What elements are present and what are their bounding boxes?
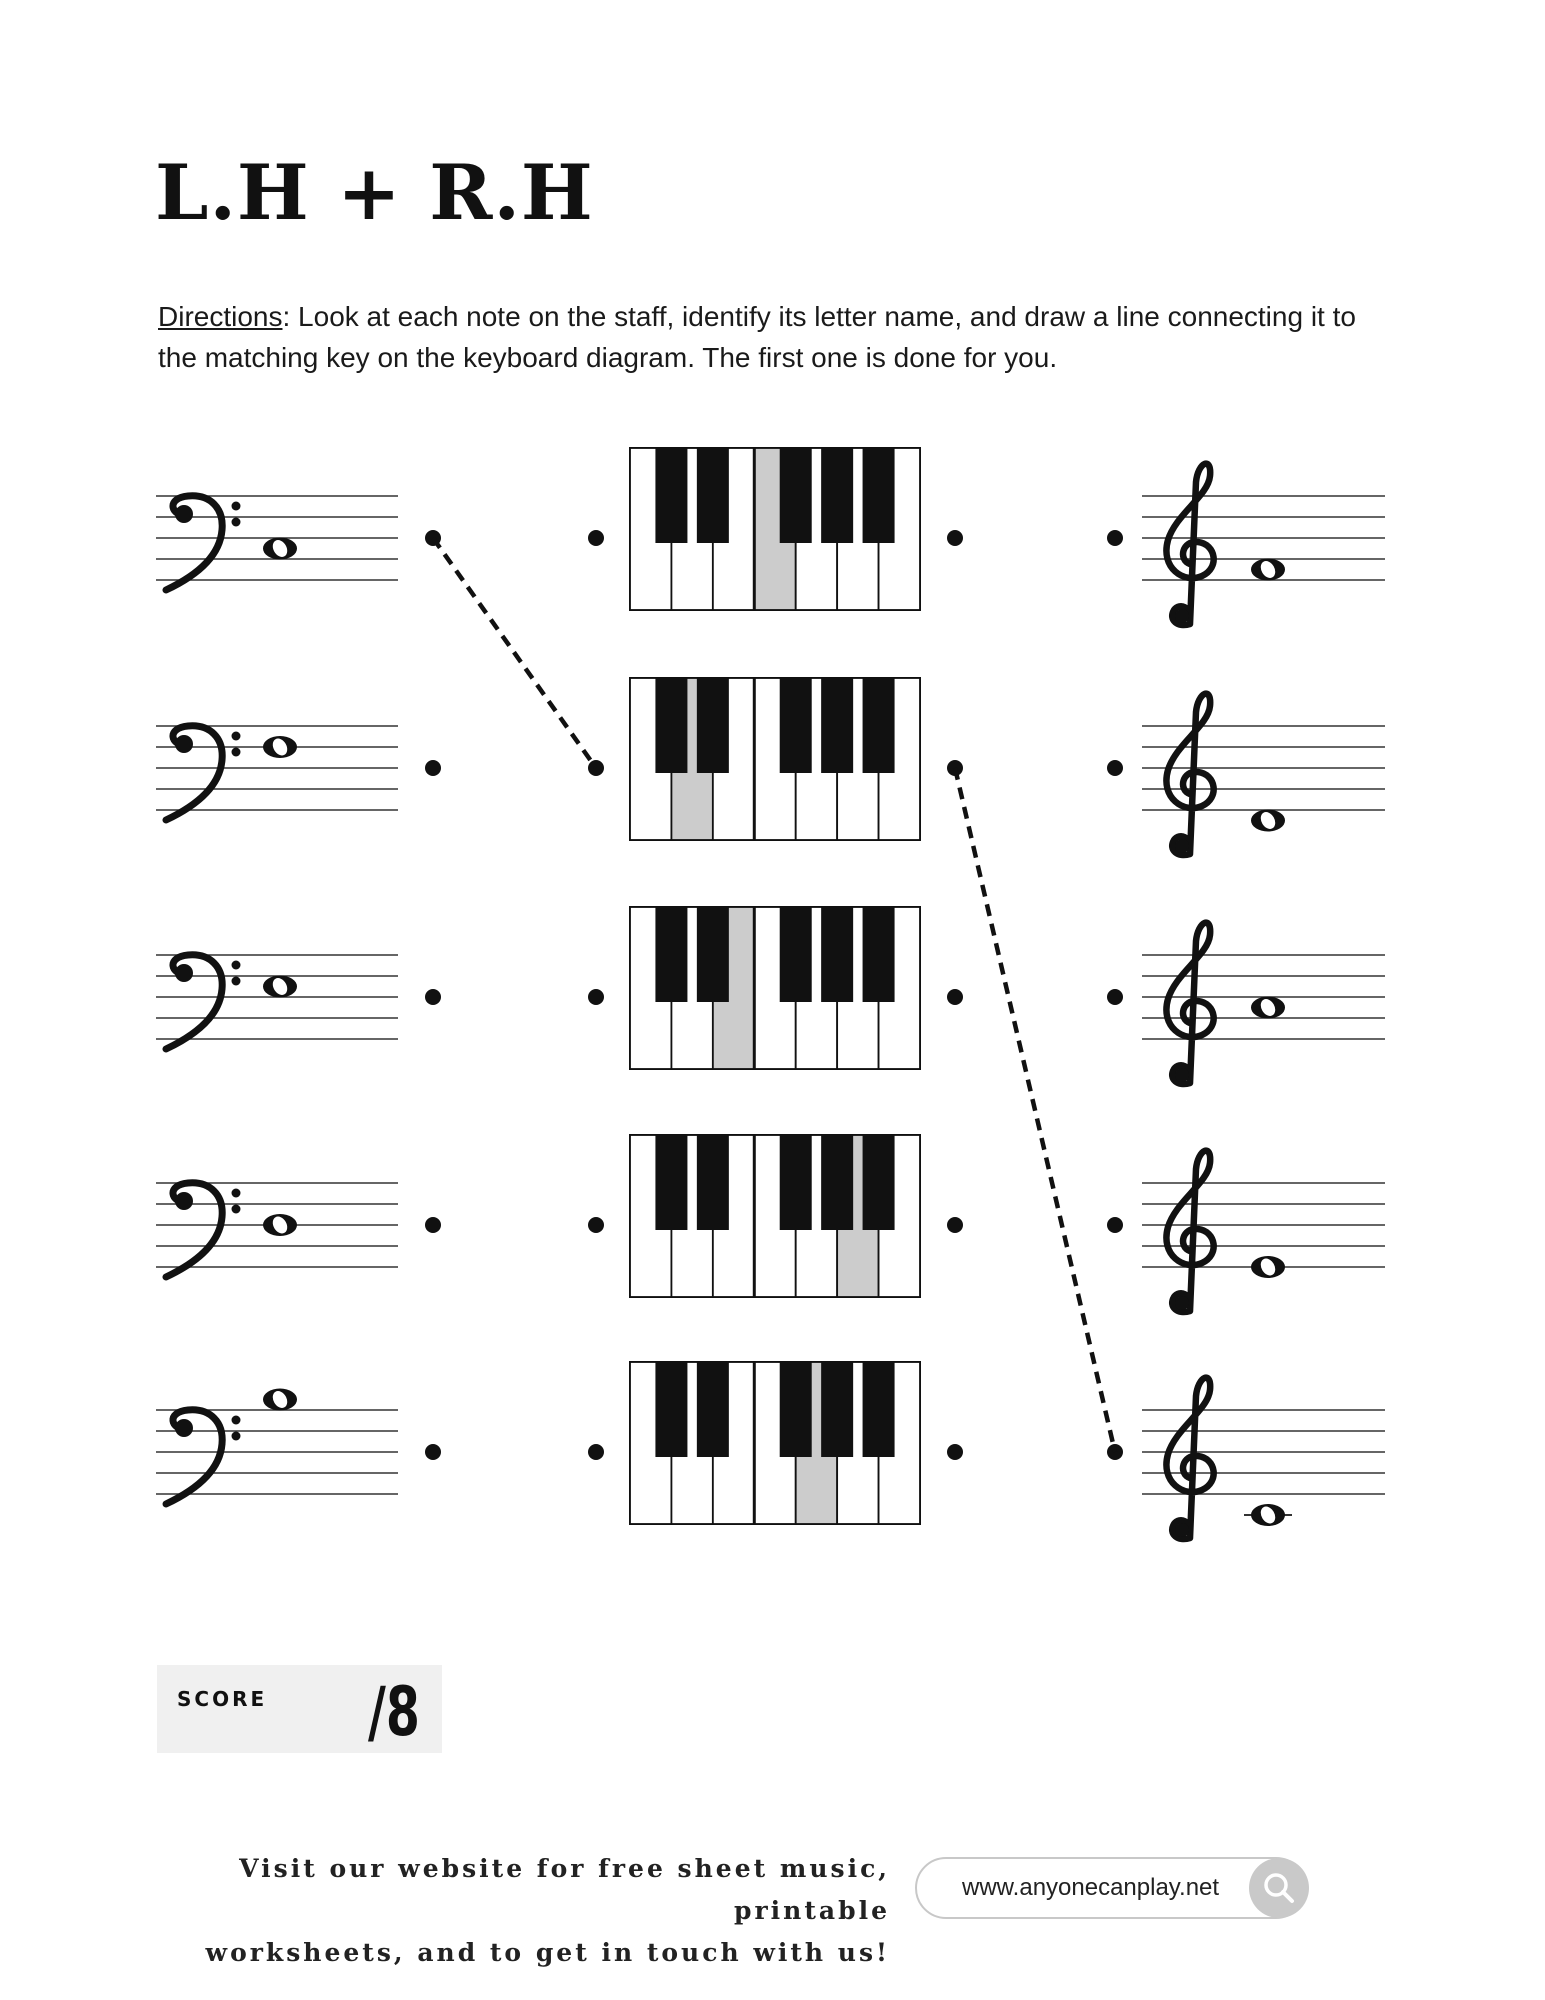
bass-clef-curve <box>166 955 222 1049</box>
keyboard-left-dot <box>588 1444 604 1460</box>
black-key <box>821 678 853 773</box>
treble-staff-item <box>1107 1151 1385 1312</box>
bass-staff-item <box>156 726 441 820</box>
footer-message <box>130 1848 890 1974</box>
black-key <box>655 1362 687 1457</box>
bass-clef-curve <box>166 726 222 820</box>
bass-clef-dot-lower <box>232 1432 241 1441</box>
keyboard-left-dot <box>588 989 604 1005</box>
directions-label: Directions <box>158 301 283 332</box>
bass-clef-head <box>175 1419 193 1437</box>
keyboard-right-dot <box>947 1217 963 1233</box>
treble-clef-tail <box>1175 839 1189 853</box>
black-key <box>821 448 853 543</box>
black-key <box>821 1362 853 1457</box>
treble-answer-dot <box>1107 530 1123 546</box>
black-key <box>863 907 895 1002</box>
score-box <box>157 1665 442 1753</box>
black-key <box>780 1362 812 1457</box>
bass-clef-dot-upper <box>232 502 241 511</box>
black-key <box>780 678 812 773</box>
black-key <box>780 907 812 1002</box>
keyboard-right-dot <box>947 530 963 546</box>
treble-clef-curve <box>1166 1151 1213 1312</box>
treble-staff-item <box>1107 694 1385 855</box>
black-key <box>863 1135 895 1230</box>
keyboard-item <box>588 678 963 840</box>
example-connection-line <box>433 538 596 768</box>
black-key <box>697 448 729 543</box>
keyboard-right-dot <box>947 989 963 1005</box>
treble-clef-tail <box>1175 1296 1189 1310</box>
bass-clef-dot-upper <box>232 961 241 970</box>
black-key <box>863 1362 895 1457</box>
search-icon <box>1261 1870 1297 1906</box>
keyboard-item <box>588 1135 963 1297</box>
bass-clef-dot-lower <box>232 518 241 527</box>
treble-answer-dot <box>1107 760 1123 776</box>
score-label: SCORE <box>177 1687 268 1711</box>
treble-clef-curve <box>1166 464 1213 625</box>
bass-staff-item <box>156 955 441 1049</box>
page-title: L.H + R.H <box>155 148 594 237</box>
treble-clef-tail <box>1175 1523 1189 1537</box>
treble-answer-dot <box>1107 1217 1123 1233</box>
bass-clef-head <box>175 735 193 753</box>
bass-clef-icon <box>166 1183 241 1277</box>
bass-clef-head <box>175 505 193 523</box>
treble-clef-curve <box>1166 1378 1213 1539</box>
black-key <box>655 1135 687 1230</box>
black-key <box>780 1135 812 1230</box>
website-url[interactable]: www.anyonecanplay.net <box>962 1874 1220 1901</box>
bass-staff-item <box>156 1183 441 1277</box>
bass-clef-dot-upper <box>232 1189 241 1198</box>
black-key <box>780 448 812 543</box>
footer-line-2: worksheets, and to get in touch with us! <box>205 1938 890 1967</box>
treble-clef-tail <box>1175 609 1189 623</box>
search-button[interactable] <box>1249 1858 1309 1918</box>
bass-clef-dot-lower <box>232 1205 241 1214</box>
treble-staff-item <box>1107 1378 1385 1539</box>
black-key <box>697 1135 729 1230</box>
black-key <box>697 1362 729 1457</box>
bass-answer-dot <box>425 989 441 1005</box>
treble-clef-curve <box>1166 694 1213 855</box>
bass-answer-dot <box>425 1217 441 1233</box>
footer-line-1: Visit our website for free sheet music, printable <box>239 1854 890 1925</box>
black-key <box>655 907 687 1002</box>
score-value: /8 <box>368 1673 420 1752</box>
treble-clef-icon <box>1166 1151 1213 1312</box>
bass-clef-head <box>175 964 193 982</box>
bass-clef-icon <box>166 1410 241 1504</box>
treble-staff-item <box>1107 464 1385 625</box>
treble-clef-tail <box>1175 1068 1189 1082</box>
website-url-pill[interactable] <box>915 1857 1307 1919</box>
bass-clef-dot-lower <box>232 977 241 986</box>
bass-clef-head <box>175 1192 193 1210</box>
bass-clef-dot-lower <box>232 748 241 757</box>
treble-clef-icon <box>1166 694 1213 855</box>
black-key <box>655 678 687 773</box>
black-key <box>697 678 729 773</box>
bass-clef-icon <box>166 726 241 820</box>
bass-clef-icon <box>166 955 241 1049</box>
bass-answer-dot <box>425 1444 441 1460</box>
keyboard-left-dot <box>588 1217 604 1233</box>
keyboard-item <box>588 448 963 610</box>
black-key <box>863 678 895 773</box>
bass-clef-dot-upper <box>232 1416 241 1425</box>
keyboard-right-dot <box>947 1444 963 1460</box>
bass-clef-icon <box>166 496 241 590</box>
treble-staff-item <box>1107 923 1385 1084</box>
black-key <box>821 1135 853 1230</box>
keyboard-item <box>588 1362 963 1524</box>
black-key <box>655 448 687 543</box>
bass-clef-dot-upper <box>232 732 241 741</box>
treble-clef-icon <box>1166 1378 1213 1539</box>
black-key <box>697 907 729 1002</box>
bass-answer-dot <box>425 760 441 776</box>
treble-clef-icon <box>1166 923 1213 1084</box>
bass-staff-item <box>156 496 441 590</box>
example-connection-line <box>955 768 1115 1452</box>
keyboard-left-dot <box>588 530 604 546</box>
bass-staff-item <box>156 1388 441 1504</box>
directions-text: : Look at each note on the staff, identify its letter name, and draw a line connecting it to the matching key on the keyboard diagram. The first one is done for you. <box>158 301 1356 373</box>
treble-clef-curve <box>1166 923 1213 1084</box>
keyboard-item <box>588 907 963 1069</box>
black-key <box>821 907 853 1002</box>
black-key <box>863 448 895 543</box>
treble-clef-icon <box>1166 464 1213 625</box>
bass-clef-curve <box>166 496 222 590</box>
treble-answer-dot <box>1107 989 1123 1005</box>
bass-clef-curve <box>166 1410 222 1504</box>
bass-clef-curve <box>166 1183 222 1277</box>
